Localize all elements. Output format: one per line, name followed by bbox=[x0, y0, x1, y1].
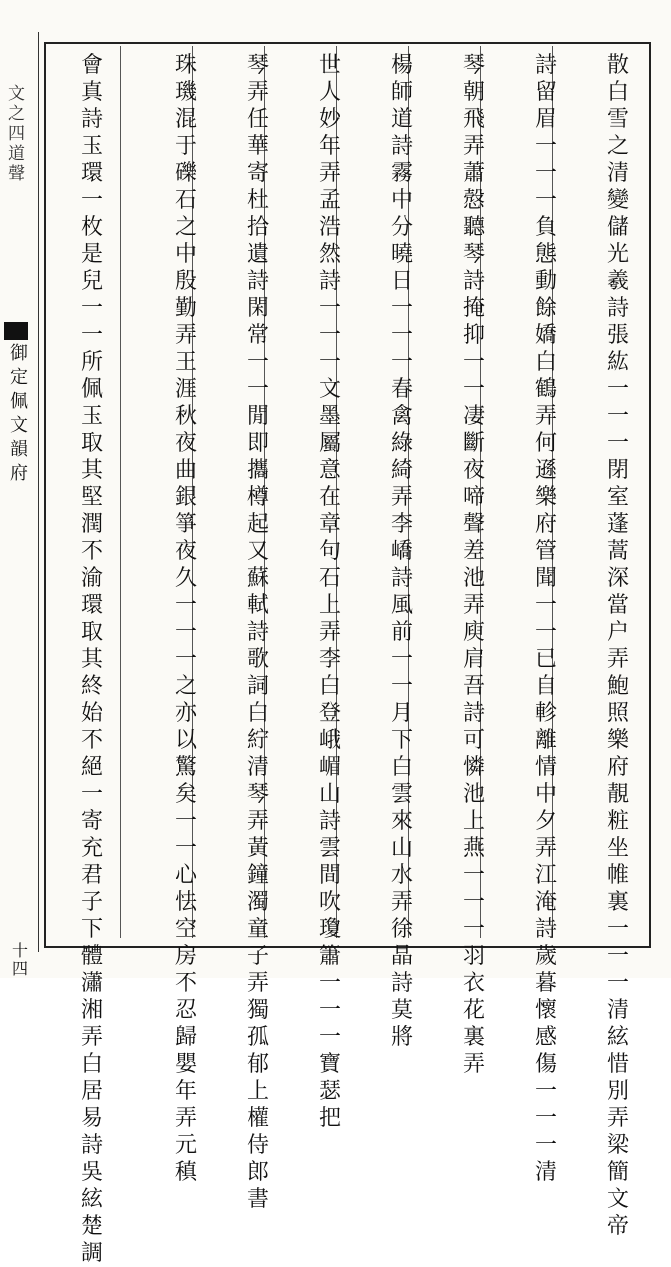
text-column: 散白雪之清變儲光羲詩張紘一一一閉室蓬蒿深 當户弄 鮑照樂府靚粧坐帷裏一一一清絃 惜別弄 梁簡文帝 bbox=[606, 53, 629, 1239]
text-column: 珠璣混于礫石之中 殷勤弄 王涯秋夜曲銀箏夜久一一一之亦以驚矣 一一心怯空房不忍歸 嬰年弄 元稹 bbox=[174, 53, 197, 1185]
text-column: 會真詩玉環一枚是兒一一所佩玉取其堅潤不渝環取其終始不絕 一寄充君子下體 瀟湘弄 白居易詩吳絃楚調 bbox=[80, 53, 103, 1266]
page-margin bbox=[0, 32, 39, 978]
text-column: 楊師道詩霧中分曉日一一一春禽 綠綺弄 李嶠詩風前一一月下白雲來 山水弄 徐晶詩莫將 bbox=[390, 53, 413, 1050]
page-number: 十四 bbox=[11, 941, 28, 978]
text-column: 世人 妙年弄 孟浩然詩一一一文墨屬意在章句 石上弄 李白登峨嵋山詩雲間吹瓊簫一一一寶瑟 把 bbox=[318, 53, 341, 1131]
text-column: 琴弄 任華寄杜拾遺詩閑常一一閒即攜樽起又蘇軾詩歌詞白紵清琴弄黃鐘濁 童子弄 獨孤郁上權侍郎書 bbox=[246, 53, 269, 1212]
book-title: 御定佩文韻府 bbox=[10, 343, 28, 484]
text-column: 琴 朝飛弄 蕭慤聽琴詩掩抑一一凄斷夜啼聲 差池弄 庾肩吾詩可憐池上燕一一一羽衣 花裏弄 bbox=[462, 53, 485, 1077]
text-column: 詩留眉一一一負態動餘嬌 白鶴弄 何遜樂府管聞一一已自軫離情 中夕弄 江淹詩歲暮懷感傷一一一清 bbox=[534, 53, 557, 1185]
column-rule bbox=[120, 46, 121, 938]
fish-tail-mark bbox=[4, 322, 28, 340]
margin-header-text: 文之四道 聲 bbox=[8, 84, 25, 184]
